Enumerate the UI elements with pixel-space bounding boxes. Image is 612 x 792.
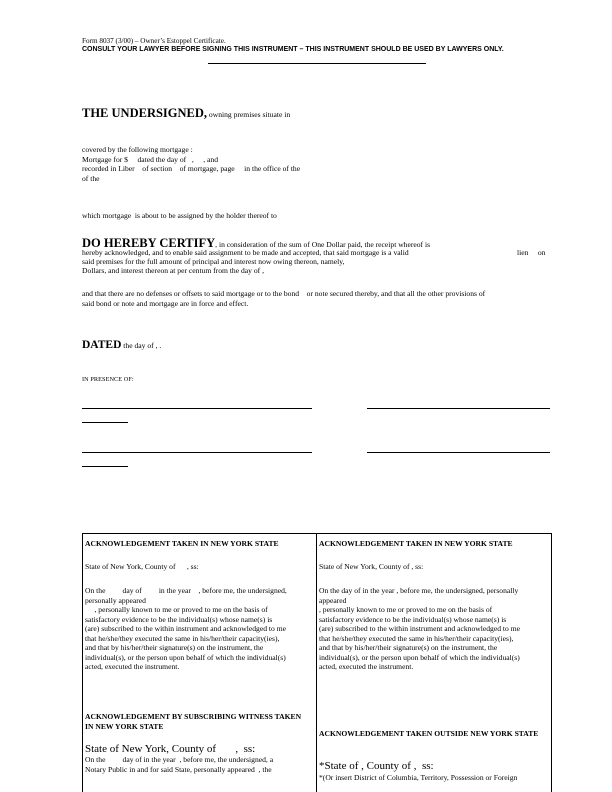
defenses-line: said bond or note and mortgage are in force and effect. bbox=[82, 298, 249, 308]
ack-right-body bbox=[319, 586, 551, 672]
ack-left-body2-line: Notary Public in and for said State, personally appeared , the bbox=[85, 764, 272, 774]
mortgage-line: covered by the following mortgage : bbox=[82, 145, 193, 154]
ack-left-body-line: satisfactory evidence to be the individual(s) whose name(s) is bbox=[85, 614, 273, 624]
ack-right-body-line: that he/she/they executed the same in his/her/their capacity(ies), bbox=[319, 633, 514, 643]
ack-left-title-2: ACKNOWLEDGEMENT BY SUBSCRIBING WITNESS TAKEN IN NEW YORK STATE bbox=[85, 712, 302, 731]
header-divider bbox=[208, 63, 426, 64]
lien-on-text: lien on bbox=[517, 248, 546, 257]
consult-warning: CONSULT YOUR LAWYER BEFORE SIGNING THIS INSTRUMENT – THIS INSTRUMENT SHOULD BE USED BY LAWYERS ONLY. bbox=[82, 46, 504, 53]
undersigned-paragraph bbox=[82, 104, 290, 122]
ack-left-body-line: personally appeared bbox=[85, 595, 146, 605]
certify-line-3: said premises for the full amount of principal and interest now owing thereon, namely, bbox=[82, 257, 345, 266]
dated-heading: DATED bbox=[82, 339, 122, 351]
ack-right-body-line: (are) subscribed to the within instrument and acknowledged to me bbox=[319, 624, 520, 633]
ack-left-title: ACKNOWLEDGEMENT TAKEN IN NEW YORK STATE bbox=[85, 539, 279, 548]
ack-left-state: State of New York, County of , ss: bbox=[85, 562, 199, 571]
witness-signature-line-2b[interactable] bbox=[82, 466, 128, 467]
acknowledgement-box-right bbox=[316, 533, 552, 792]
in-presence-label: IN PRESENCE OF: bbox=[82, 376, 134, 383]
acknowledgement-box-left bbox=[82, 533, 317, 792]
ack-right-body-line: On the day of in the year , before me, the undersigned, personally bbox=[319, 586, 519, 595]
ack-left-state-2: State of New York, County of , ss: bbox=[85, 743, 256, 755]
ack-left-body bbox=[85, 586, 317, 672]
witness-signature-line-1b[interactable] bbox=[82, 422, 128, 423]
mortgage-line: recorded in Liber of section of mortgage, page in the office of the bbox=[82, 164, 301, 173]
ack-right-body-line: and that by his/her/their signature(s) on the instrument, the bbox=[319, 643, 498, 652]
defenses-paragraph bbox=[82, 289, 485, 308]
defenses-line: and that there are no defenses or offsets to said mortgage or to the bond or note secured thereby, and that all the other provisions of bbox=[82, 289, 486, 298]
ack-left-body-line: and that by his/her/their signature(s) on the instrument, the bbox=[85, 643, 264, 652]
mortgage-details bbox=[82, 145, 300, 183]
certify-line-2: hereby acknowledged, and to enable said assignment to be made and accepted, that said mortgage is a valid bbox=[82, 248, 409, 257]
ack-left-body-line: acted, executed the instrument. bbox=[85, 662, 180, 671]
ack-left-body2-line: On the day of in the year , before me, the undersigned, a bbox=[85, 755, 274, 764]
undersigned-tail: owning premises situate in bbox=[207, 110, 291, 119]
assignment-line: which mortgage is about to be assigned by the holder thereof to bbox=[82, 211, 277, 220]
ack-right-title: ACKNOWLEDGEMENT TAKEN IN NEW YORK STATE bbox=[319, 539, 513, 548]
owner-signature-line-2[interactable] bbox=[367, 452, 550, 453]
ack-right-body-line: satisfactory evidence to be the individual(s) whose name(s) is bbox=[319, 614, 507, 624]
ack-right-title-2: ACKNOWLEDGEMENT TAKEN OUTSIDE NEW YORK STATE bbox=[319, 729, 539, 738]
ack-right-body-line: appeared bbox=[319, 595, 347, 605]
certify-line-1: , in consideration of the sum of One Dollar paid, the receipt whereof is bbox=[215, 240, 431, 249]
ack-left-body-2 bbox=[85, 755, 273, 774]
dated-line bbox=[82, 335, 161, 353]
ack-left-body-line: that he/she/they executed the same in his/her/their capacity(ies), bbox=[85, 633, 280, 643]
mortgage-line: of the bbox=[82, 173, 100, 183]
owner-signature-line-1[interactable] bbox=[367, 408, 550, 409]
ack-right-body-line: , personally known to me or proved to me on the basis of bbox=[319, 605, 493, 614]
witness-signature-line-1[interactable] bbox=[82, 408, 312, 409]
ack-left-body-line: , personally known to me or proved to me on the basis of bbox=[85, 605, 268, 614]
ack-left-body-line: On the day of in the year , before me, the undersigned, bbox=[85, 586, 287, 595]
undersigned-heading: THE UNDERSIGNED, bbox=[82, 106, 208, 120]
mortgage-line: Mortgage for $ dated the day of , , and bbox=[82, 154, 219, 164]
ack-right-state: State of New York, County of , ss: bbox=[319, 562, 424, 571]
form-number: Form 8037 (3/00) – Owner’s Estoppel Certificate. bbox=[82, 37, 226, 45]
ack-right-body-line: individual(s), or the person upon behalf of which the individual(s) bbox=[319, 652, 520, 662]
ack-right-body-2 bbox=[319, 773, 517, 783]
ack-right-body2-line: *(Or insert District of Columbia, Territory, Possession or Foreign bbox=[319, 773, 518, 782]
ack-right-body-line: acted, executed the instrument. bbox=[319, 662, 414, 671]
certify-line-4: Dollars, and interest thereon at per centum from the day of , bbox=[82, 266, 264, 275]
witness-signature-line-2[interactable] bbox=[82, 452, 312, 453]
dated-tail: the day of , . bbox=[121, 341, 162, 350]
ack-left-body-line: (are) subscribed to the within instrument and acknowledged to me bbox=[85, 624, 286, 633]
ack-left-body-line: individual(s), or the person upon behalf of which the individual(s) bbox=[85, 652, 286, 662]
certify-heading: DO HEREBY CERTIFY bbox=[82, 236, 216, 250]
ack-right-state-2: *State of , County of , ss: bbox=[319, 760, 434, 772]
